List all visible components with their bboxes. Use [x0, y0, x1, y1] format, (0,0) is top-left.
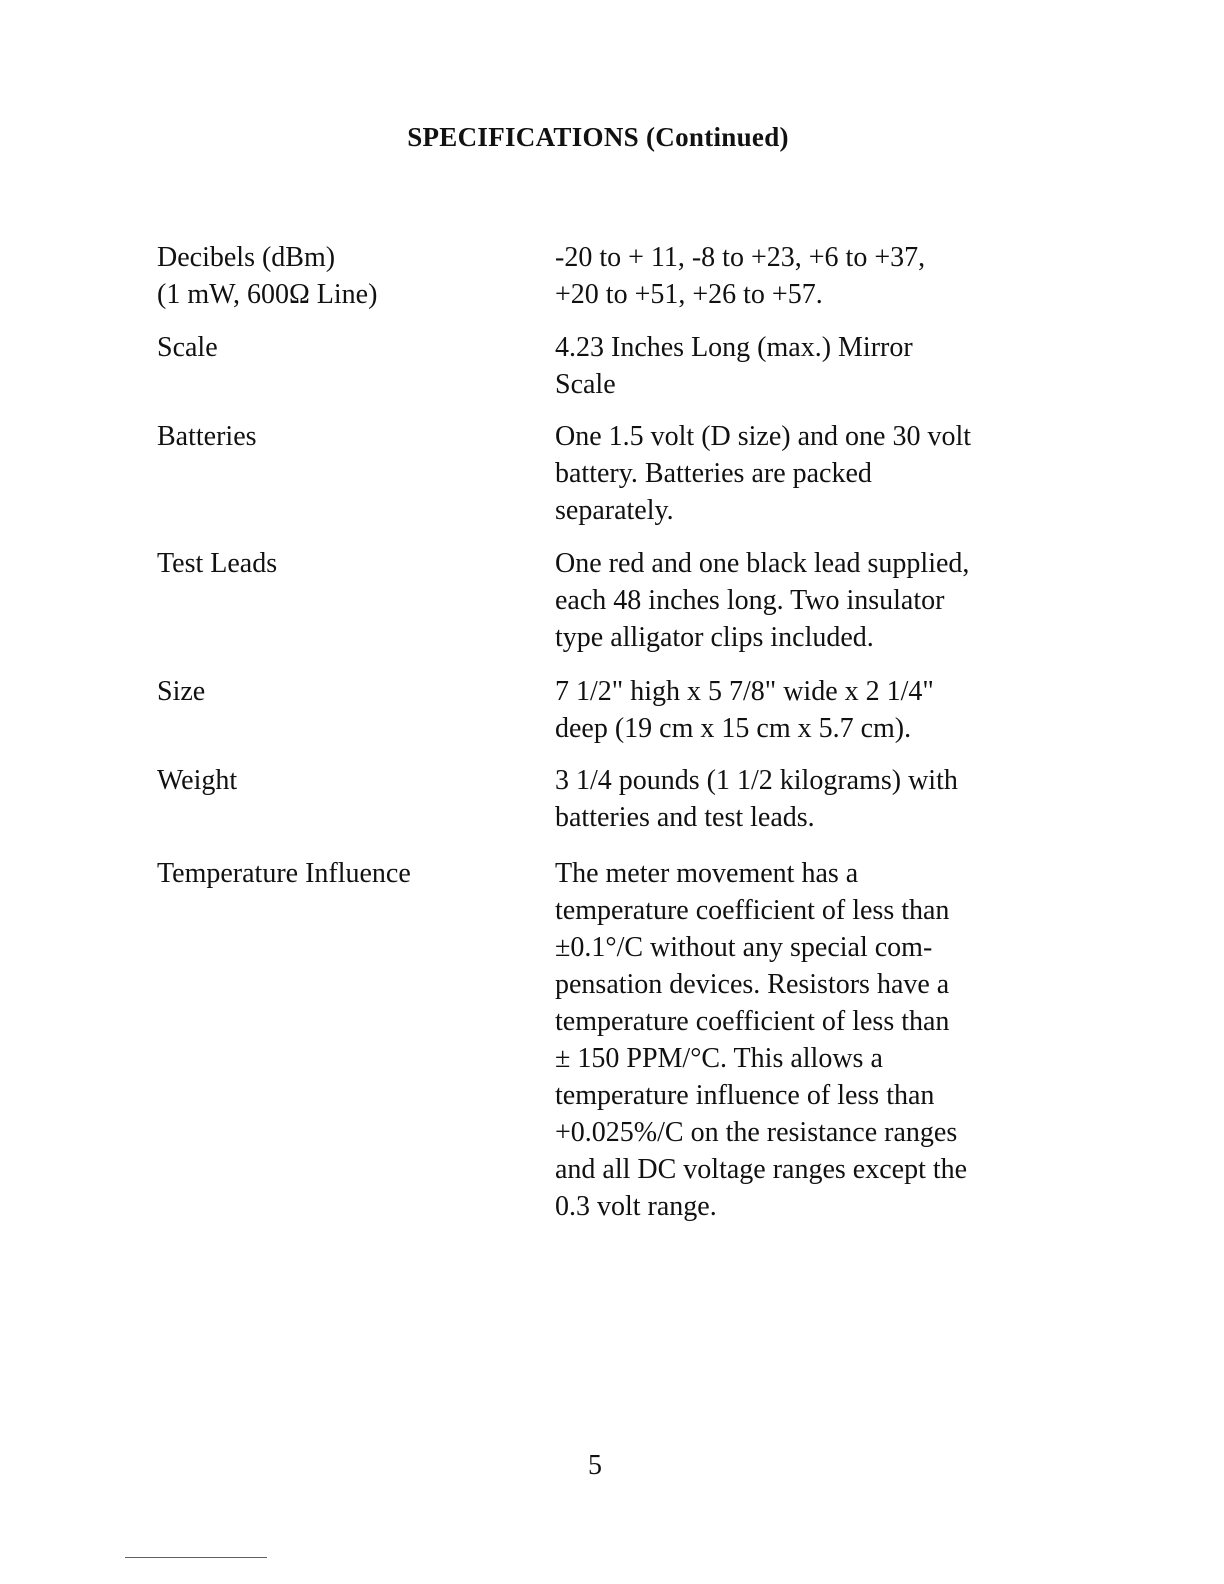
spec-label: Weight: [157, 765, 238, 796]
spec-label: Size: [157, 676, 206, 707]
page-number: 5: [588, 1450, 602, 1481]
page-title: SPECIFICATIONS (Continued): [407, 122, 789, 152]
spec-label: Scale: [157, 332, 218, 363]
spec-value: One red and one black lead supplied, each 48 inches long. Two insulator type alligator clips included.: [555, 548, 970, 653]
spec-value: 3 1/4 pounds (1 1/2 kilograms) with batteries and test leads.: [555, 765, 958, 833]
spec-label: Test Leads: [157, 548, 278, 579]
spec-value: 4.23 Inches Long (max.) Mirror Scale: [555, 332, 913, 400]
spec-value: The meter movement has a temperature coefficient of less than ±0.1°/C without any special com- pensation devices. Resistors have a temperature coefficient of less than ± 150 PPM/°C. This allows a temperature influence of less than +0.025%/C on the resistance ranges and all DC voltage ranges except the 0.3 volt range.: [555, 858, 968, 1222]
footnote-divider: [125, 1557, 267, 1558]
spec-value: -20 to + 11, -8 to +23, +6 to +37, +20 to +51, +26 to +57.: [555, 242, 926, 310]
spec-label: Temperature Influence: [157, 858, 411, 889]
spec-value: 7 1/2" high x 5 7/8" wide x 2 1/4" deep (19 cm x 15 cm x 5.7 cm).: [555, 676, 934, 744]
spec-label: Decibels (dBm) (1 mW, 600Ω Line): [157, 242, 378, 310]
spec-label: Batteries: [157, 421, 257, 452]
spec-value: One 1.5 volt (D size) and one 30 volt battery. Batteries are packed separately.: [555, 421, 972, 526]
